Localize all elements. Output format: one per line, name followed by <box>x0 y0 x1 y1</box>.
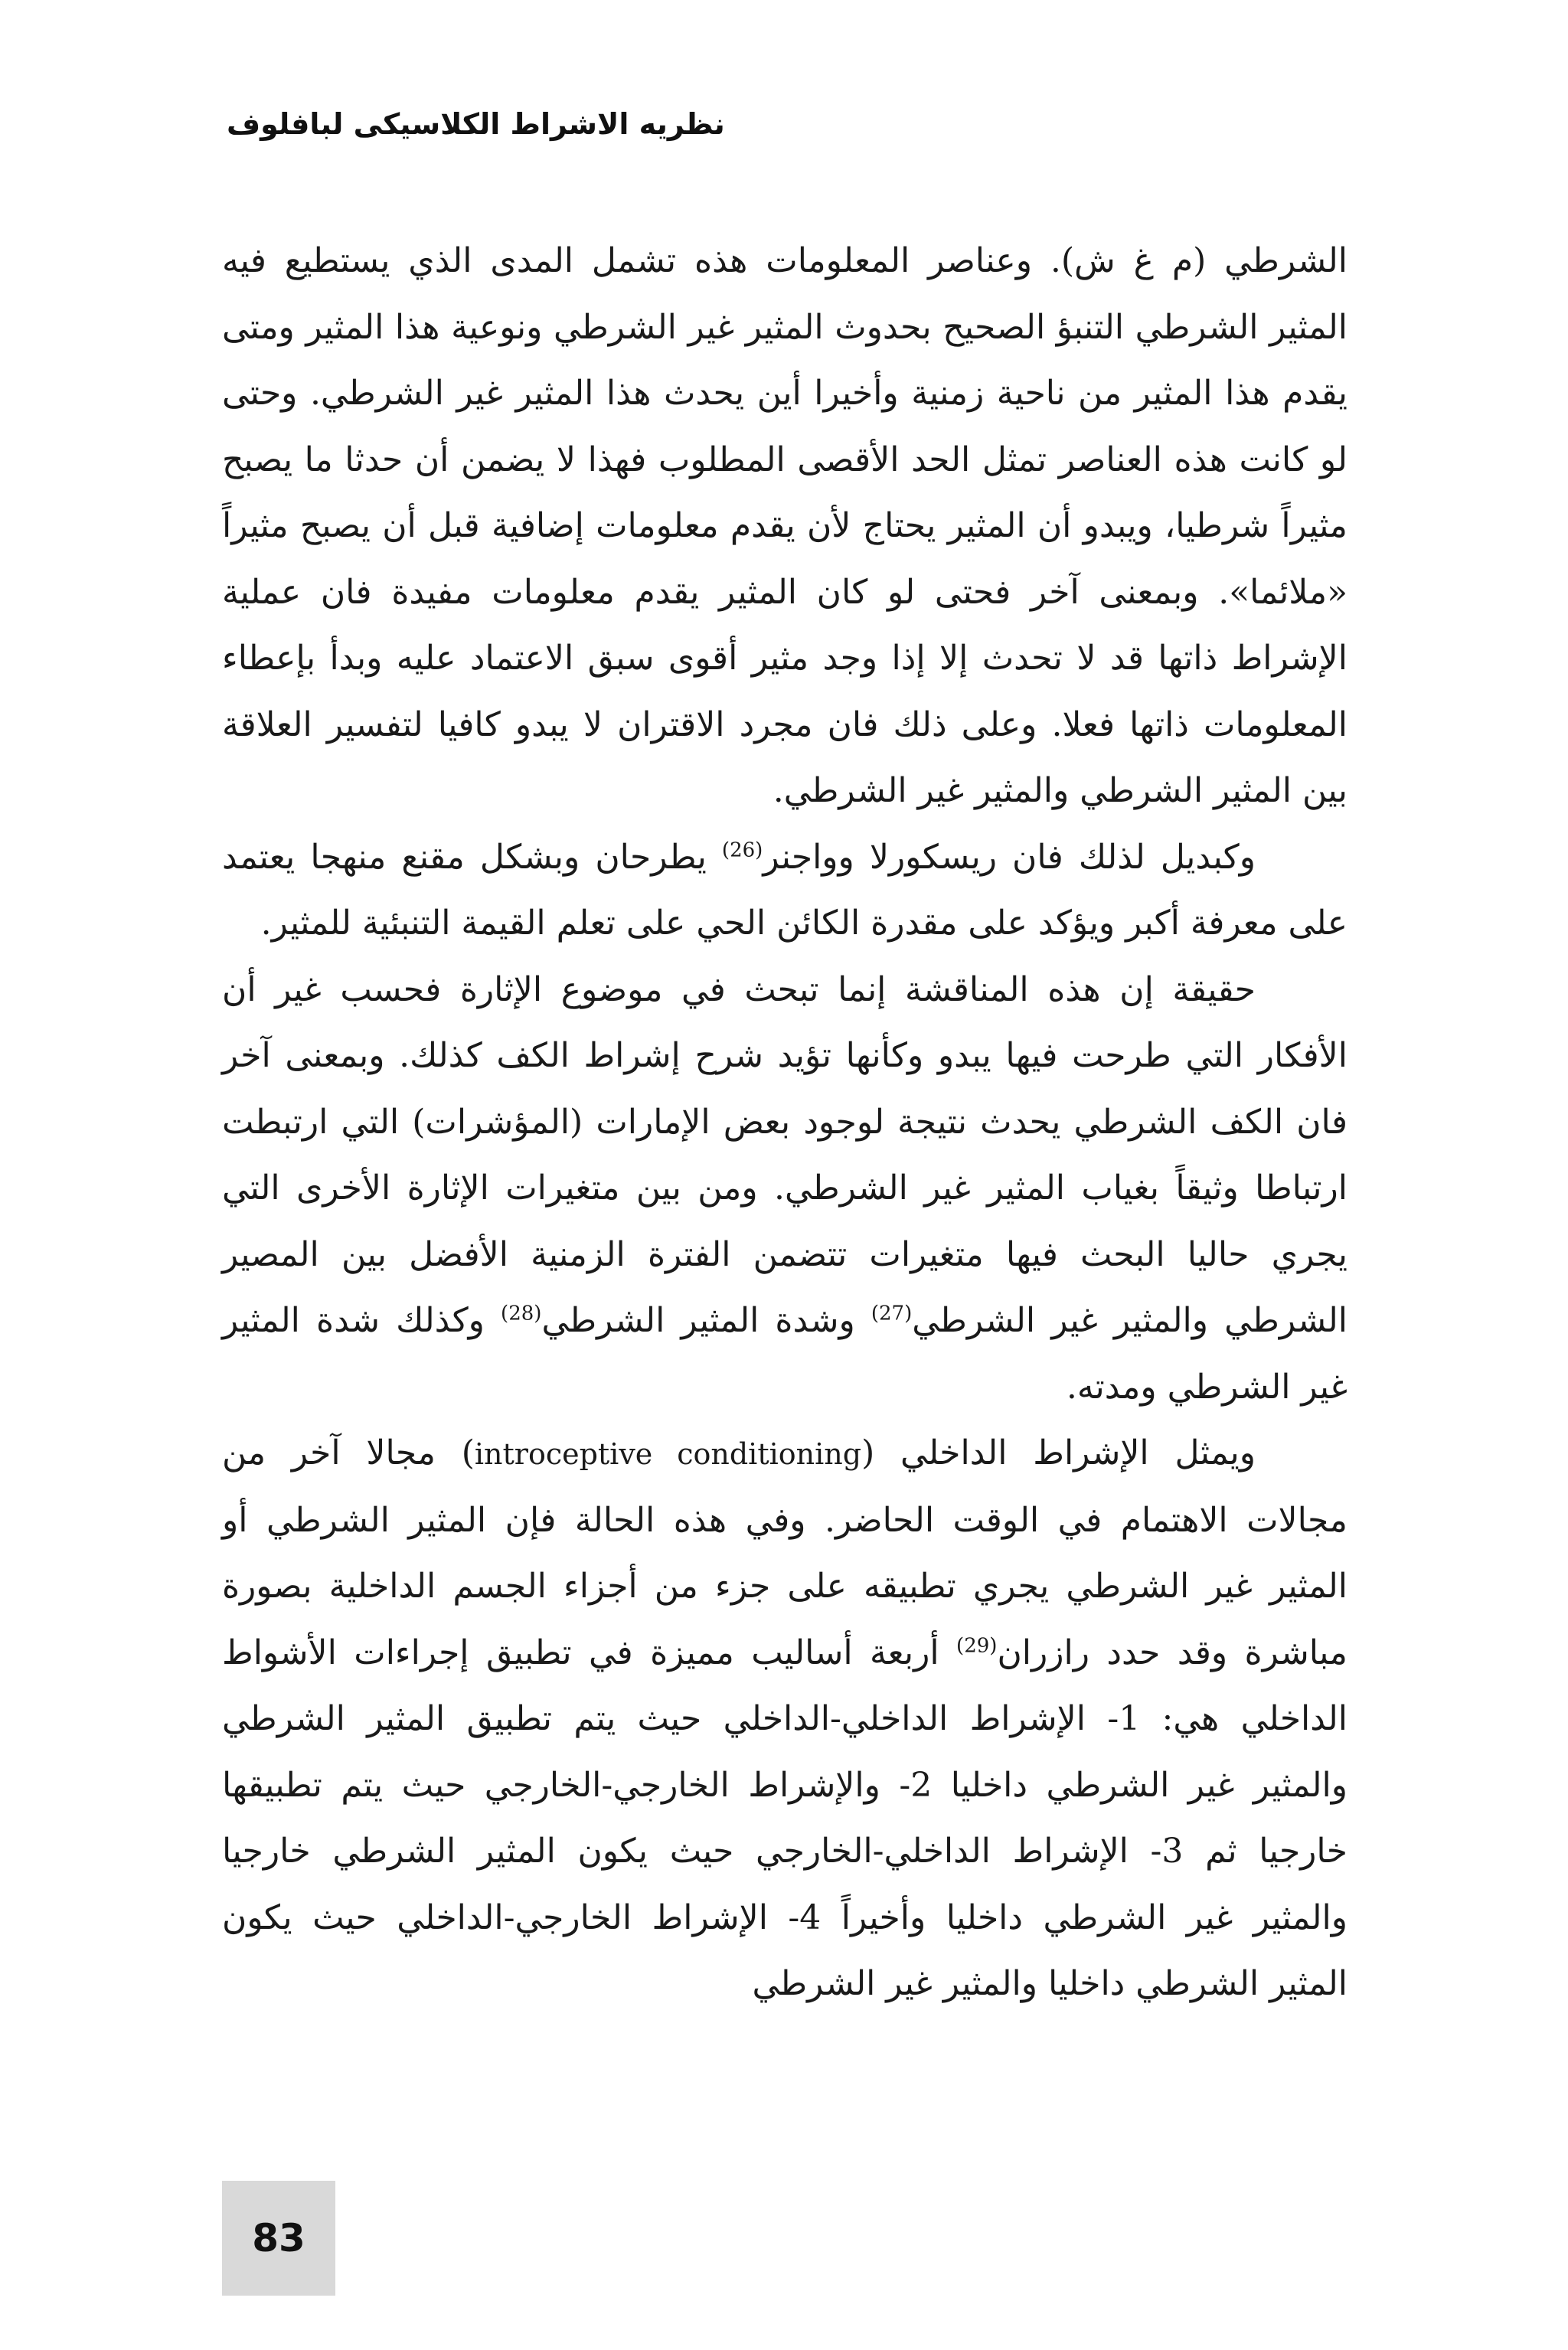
paragraph-4-text: ويمثل الإشراط الداخلي ( <box>861 1433 1256 1472</box>
footnote-ref-26: (26) <box>721 838 763 861</box>
body-text <box>222 228 1348 2018</box>
paragraph-2-text-cont: يطرحان وبشكل مقنع منهجا يعتمد على معرفة أكبر ويؤكد على مقدرة الكائن الحي على تعلم القيمة التنبئية للمثير. <box>222 837 1348 943</box>
page-number: 83 <box>252 2216 305 2260</box>
paragraph-3 <box>222 957 1348 1421</box>
paragraph-3-text-mid: وشدة المثير الشرطي <box>541 1301 871 1340</box>
footnote-ref-29: (29) <box>956 1633 998 1657</box>
paragraph-3-text-end: وكذلك شدة المثير غير الشرطي ومدته. <box>222 1301 1348 1407</box>
paragraph-4 <box>222 1420 1348 2018</box>
running-head: نظريه الاشراط الكلاسيكى لبافلوف <box>227 107 725 141</box>
footnote-ref-28: (28) <box>501 1302 542 1325</box>
paragraph-4-text-end: أربعة أساليب مميزة في تطبيق إجراءات الأشواط الداخلي هي: 1- الإشراط الداخلي-الداخلي حيث يتم تطبيق المثير الشرطي والمثير غير الشرطي داخليا 2- والإشراط الخارجي-الخارجي حيث يتم تطبيقها خارجيا ثم 3- الإشراط الداخلي-الخارجي حيث يكون المثير الشرطي خارجيا والمثير غير الشرطي داخليا وأخيراً 4- الإشراط الخارجي-الداخلي حيث يكون المثير الشرطي داخليا والمثير غير الشرطي <box>222 1633 1348 2003</box>
paragraph-2-text: وكبديل لذلك فان ريسكورلا وواجنر <box>763 837 1256 877</box>
paragraph-4-text-mid: ) مجالا آخر من مجالات الاهتمام في الوقت الحاضر. وفي هذه الحالة فإن المثير الشرطي أو المثير غير الشرطي يجري تطبيقه على جزء من أجزاء الجسم الداخلية بصورة مباشرة وقد حدد رازران <box>222 1433 1348 1672</box>
footnote-ref-27: (27) <box>871 1302 913 1325</box>
page-number-box <box>222 2181 335 2296</box>
paragraph-3-text: حقيقة إن هذه المناقشة إنما تبحث في موضوع الإثارة فحسب غير أن الأفكار التي طرحت فيها يبدو وكأنها تؤيد شرح إشراط الكف كذلك. وبمعنى آخر فان الكف الشرطي يحدث نتيجة لوجود بعض الإمارات (المؤشرات) التي ارتبطت ارتباطا وثيقاً بغياب المثير غير الشرطي. ومن بين متغيرات الإثارة الأخرى التي يجري حاليا البحث فيها متغيرات تتضمن الفترة الزمنية الأفضل بين المصير الشرطي والمثير غير الشرطي <box>222 969 1348 1340</box>
paragraph-2 <box>222 825 1348 957</box>
paragraph-1: الشرطي (م غ ش). وعناصر المعلومات هذه تشمل المدى الذي يستطيع فيه المثير الشرطي التنبؤ الصحيح بحدوث المثير غير الشرطي ونوعية هذا المثير ومتى يقدم هذا المثير من ناحية زمنية وأخيرا أين يحدث هذا المثير غير الشرطي. وحتى لو كانت هذه العناصر تمثل الحد الأقصى المطلوب فهذا لا يضمن أن حدثا ما يصبح مثيراً شرطيا، ويبدو أن المثير يحتاج لأن يقدم معلومات إضافية قبل أن يصبح مثيراً «ملائما». وبمعنى آخر فحتى لو كان المثير يقدم معلومات مفيدة فان عملية الإشراط ذاتها قد لا تحدث إلا إذا وجد مثير أقوى سبق الاعتماد عليه وبدأ بإعطاء المعلومات ذاتها فعلا. وعلى ذلك فان مجرد الاقتران لا يبدو كافيا لتفسير العلاقة بين المثير الشرطي والمثير غير الشرطي. <box>222 241 1348 810</box>
english-term: introceptive conditioning <box>474 1437 862 1471</box>
